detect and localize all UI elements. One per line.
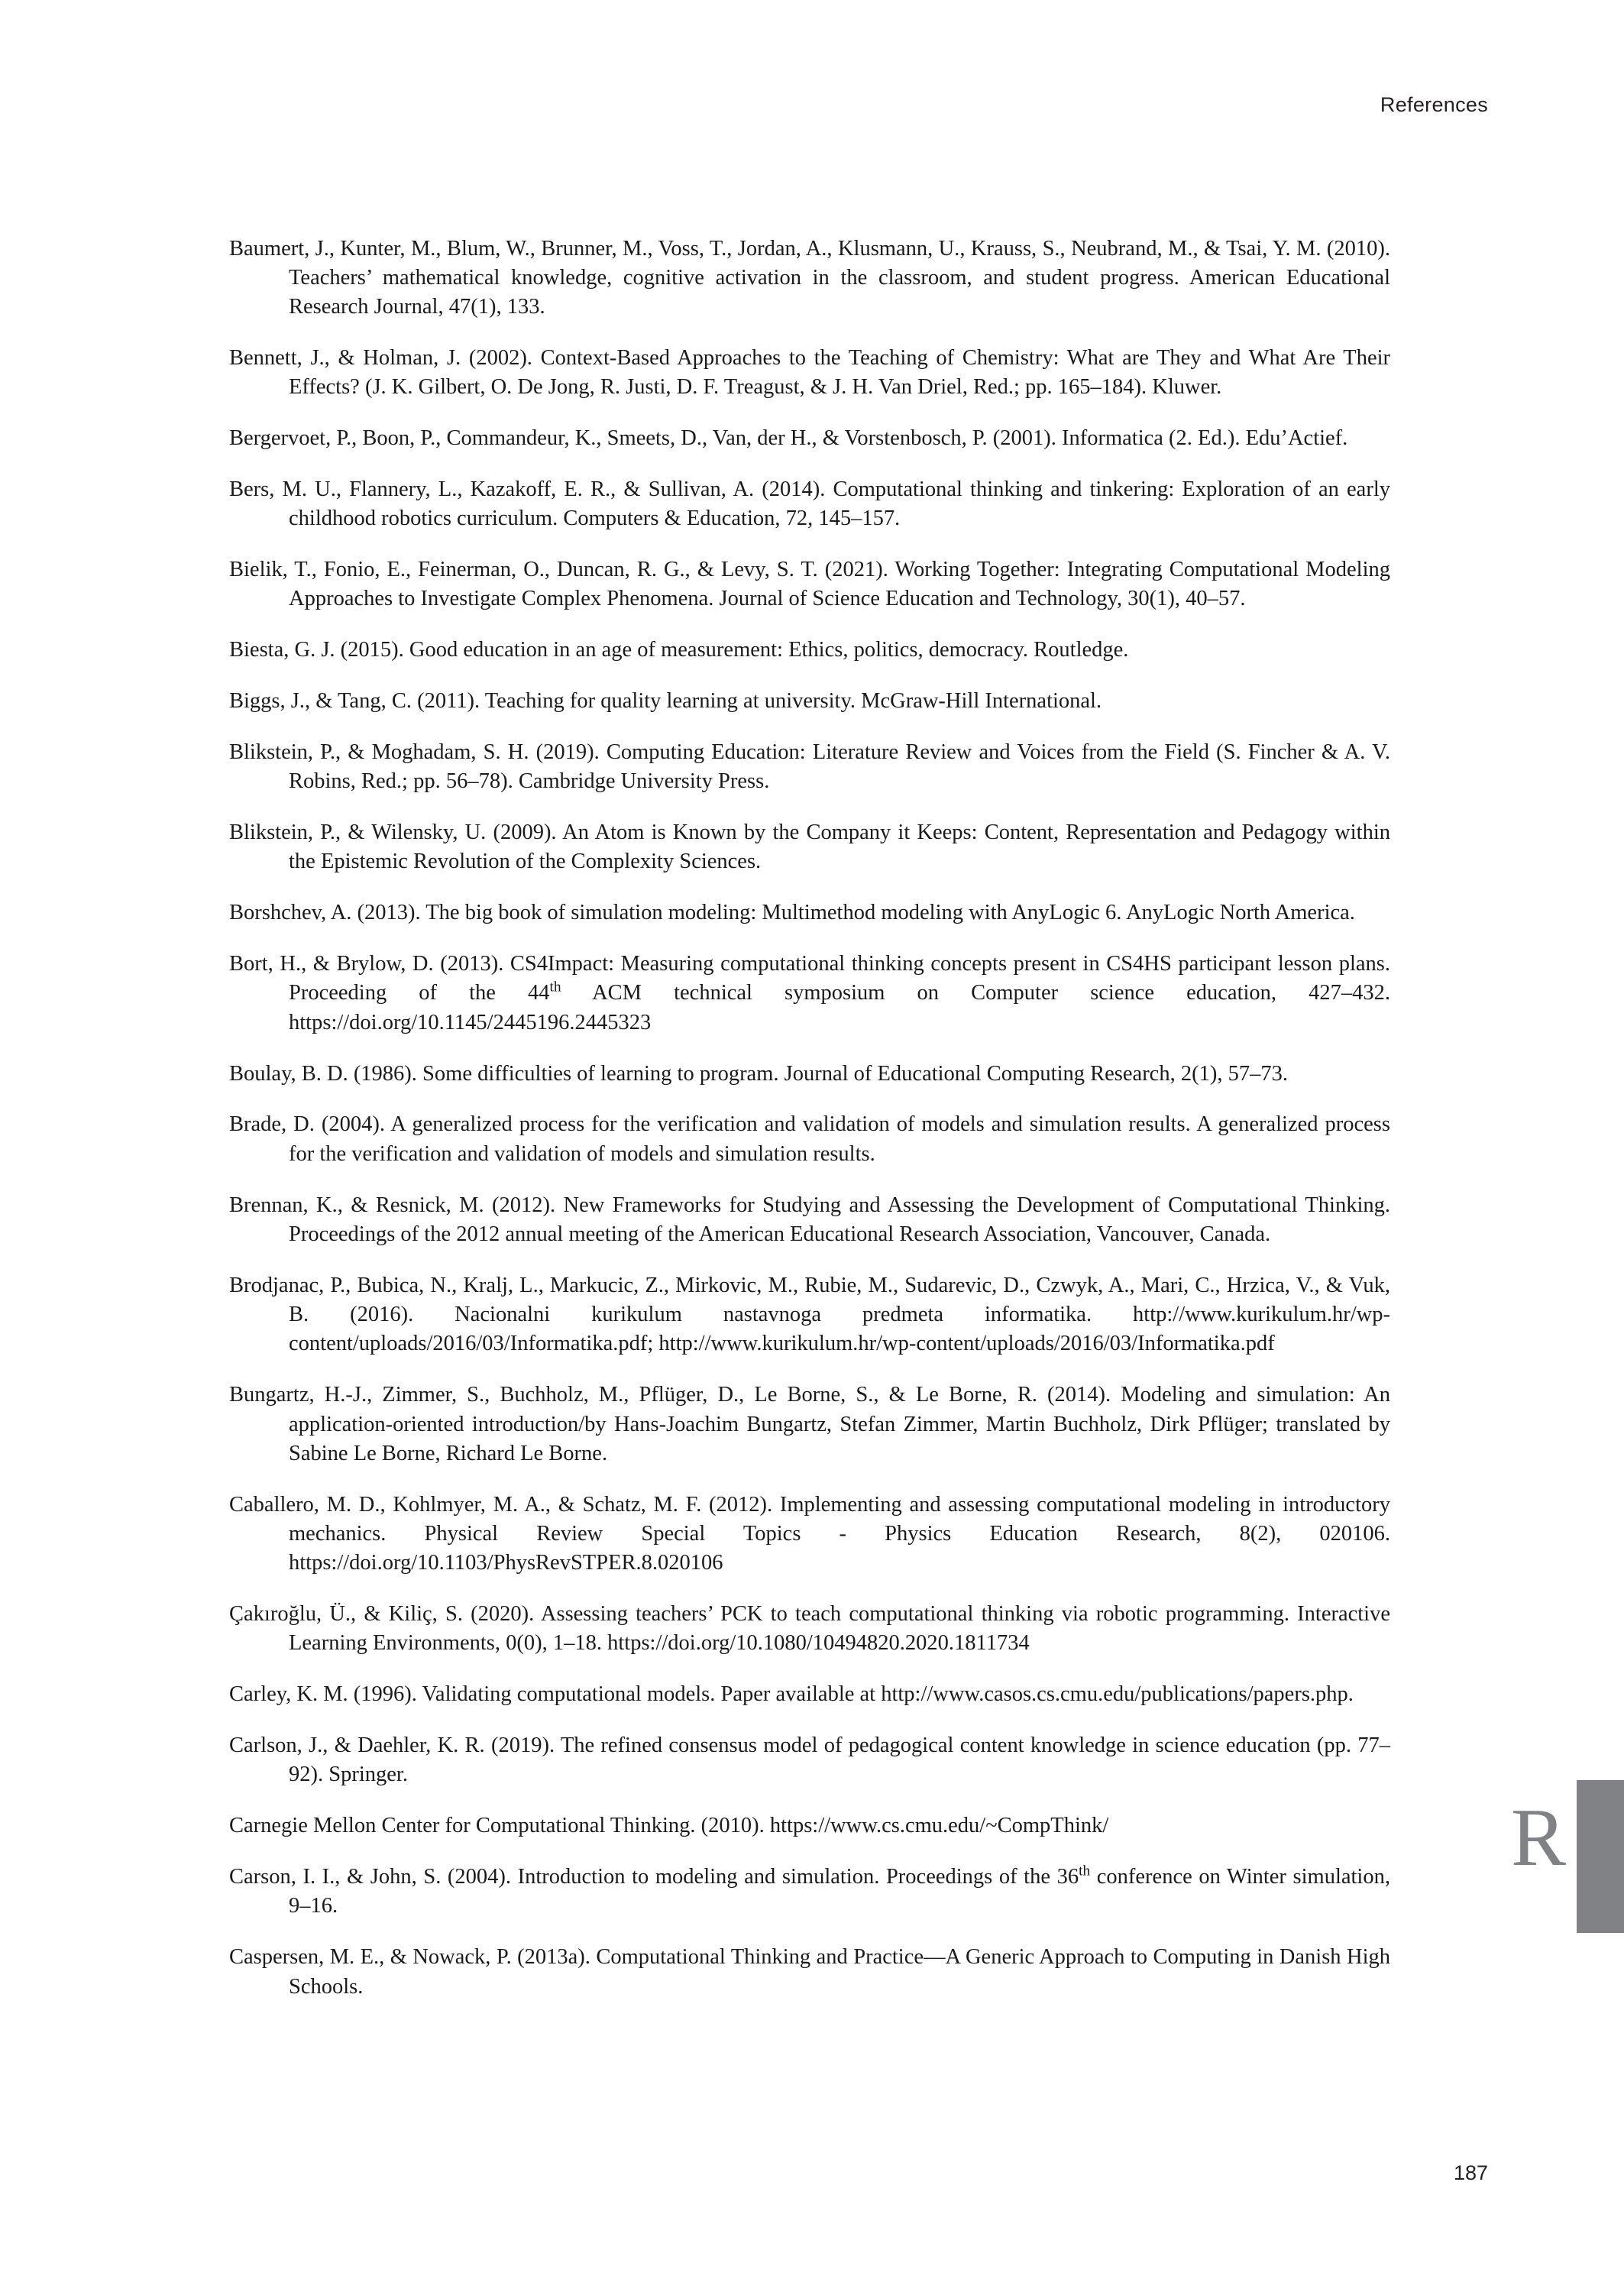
thumb-index-tab bbox=[1577, 1780, 1624, 1933]
reference-entry: Caballero, M. D., Kohlmyer, M. A., & Schatz, M. F. (2012). Implementing and assessing computational modeling in introductory mechanics. Physical Review Special Topics - Physics Education Research, 8(2), 020106. https://doi.org/10.1103/PhysRevSTPER.8.020106 bbox=[229, 1492, 1390, 1575]
reference-entry: Blikstein, P., & Moghadam, S. H. (2019). Computing Education: Literature Review and Voices from the Field (S. Fincher & A. V. Robins, Red.; pp. 56–78). Cambridge University Press. bbox=[229, 740, 1390, 794]
reference-entry: Bort, H., & Brylow, D. (2013). CS4Impact: Measuring computational thinking concepts present in CS4HS participant lesson plans. Proceeding of the 44th ACM technical symposium on Computer science education, 427–432. https://doi.org/10.1145/2445196.2445323 bbox=[229, 952, 1390, 1034]
page-number: 187 bbox=[1453, 2161, 1488, 2184]
reference-entry: Bungartz, H.-J., Zimmer, S., Buchholz, M., Pflüger, D., Le Borne, S., & Le Borne, R. (2014). Modeling and simulation: An application-oriented introduction/by Hans-Joachim Bungartz, Stefan Zimmer, Martin Buchholz, Dirk Pflüger; translated by Sabine Le Borne, Richard Le Borne. bbox=[229, 1383, 1390, 1465]
reference-entry: Biesta, G. J. (2015). Good education in an age of measurement: Ethics, politics, democracy. Routledge. bbox=[229, 638, 1129, 662]
reference-entry: Carnegie Mellon Center for Computational Thinking. (2010). https://www.cs.cmu.edu/~CompThink/ bbox=[229, 1814, 1109, 1838]
reference-entry: Biggs, J., & Tang, C. (2011). Teaching for quality learning at university. McGraw-Hill International. bbox=[229, 689, 1102, 714]
reference-list bbox=[229, 212, 1390, 2002]
reference-entry: Carley, K. M. (1996). Validating computational models. Paper available at http://www.casos.cs.cmu.edu/publications/papers.php. bbox=[229, 1682, 1354, 1707]
reference-entry: Brodjanac, P., Bubica, N., Kralj, L., Markucic, Z., Mirkovic, M., Rubie, M., Sudarevic, D., Czwyk, A., Mari, C., Hrzica, V., & Vuk, B. (2016). Nacionalni kurikulum nastavnoga predmeta informatika. http://www.kurikulum.hr/wp-content/uploads/2016/03/Informatika.pdf; http://www.kurikulum.hr/wp-content/uploads/2016/03/Informatika.pdf bbox=[229, 1273, 1390, 1356]
reference-entry: Brennan, K., & Resnick, M. (2012). New Frameworks for Studying and Assessing the Development of Computational Thinking. Proceedings of the 2012 annual meeting of the American Educational Research Association, Vancouver, Canada. bbox=[229, 1193, 1390, 1246]
reference-entry: Bielik, T., Fonio, E., Feinerman, O., Duncan, R. G., & Levy, S. T. (2021). Working Together: Integrating Computational Modeling Approaches to Investigate Complex Phenomena. Journal of Science Education and Technology, 30(1), 40–57. bbox=[229, 558, 1390, 611]
reference-entry: Brade, D. (2004). A generalized process for the verification and validation of models and simulation results. A generalized process for the verification and validation of models and simulation results. bbox=[229, 1112, 1390, 1166]
reference-entry: Bennett, J., & Holman, J. (2002). Context-Based Approaches to the Teaching of Chemistry: What are They and What Are Their Effects? (J. K. Gilbert, O. De Jong, R. Justi, D. F. Treagust, & J. H. Van Driel, Red.; pp. 165–184). Kluwer. bbox=[229, 345, 1390, 400]
reference-entry: Bergervoet, P., Boon, P., Commandeur, K., Smeets, D., Van, der H., & Vorstenbosch, P. (2001). Informatica (2. Ed.). Edu’Actief. bbox=[229, 426, 1348, 451]
reference-entry: Caspersen, M. E., & Nowack, P. (2013a). Computational Thinking and Practice—A Generic Approach to Computing in Danish High Schools. bbox=[229, 1945, 1390, 1999]
reference-entry: Bers, M. U., Flannery, L., Kazakoff, E. R., & Sullivan, A. (2014). Computational thinking and tinkering: Exploration of an early childhood robotics curriculum. Computers & Education, 72, 145–157. bbox=[229, 477, 1390, 531]
reference-entry: Baumert, J., Kunter, M., Blum, W., Brunner, M., Voss, T., Jordan, A., Klusmann, U., Krauss, S., Neubrand, M., & Tsai, Y. M. (2010). Teachers’ mathematical knowledge, cognitive activation in the classroom, and student progress. American Educational Research Journal, 47(1), 133. bbox=[229, 236, 1390, 319]
running-head: References bbox=[1380, 93, 1488, 116]
thumb-index-letter: R bbox=[1510, 1792, 1566, 1883]
reference-entry: Blikstein, P., & Wilensky, U. (2009). An Atom is Known by the Company it Keeps: Content, Representation and Pedagogy within the Epistemic Revolution of the Complexity Sciences. bbox=[229, 821, 1390, 874]
reference-entry: Boulay, B. D. (1986). Some difficulties of learning to program. Journal of Educational Computing Research, 2(1), 57–73. bbox=[229, 1061, 1288, 1086]
reference-entry: Borshchev, A. (2013). The big book of simulation modeling: Multimethod modeling with AnyLogic 6. AnyLogic North America. bbox=[229, 901, 1355, 925]
reference-entry: Carlson, J., & Daehler, K. R. (2019). The refined consensus model of pedagogical content knowledge in science education (pp. 77–92). Springer. bbox=[229, 1734, 1390, 1787]
reference-entry: Carson, I. I., & John, S. (2004). Introduction to modeling and simulation. Proceedings of the 36th conference on Winter simulation, 9–16. bbox=[229, 1863, 1390, 1918]
reference-entry: Çakıroğlu, Ü., & Kiliç, S. (2020). Assessing teachers’ PCK to teach computational thinking via robotic programming. Interactive Learning Environments, 0(0), 1–18. https://doi.org/10.1080/10494820.2020.1811734 bbox=[229, 1602, 1390, 1656]
